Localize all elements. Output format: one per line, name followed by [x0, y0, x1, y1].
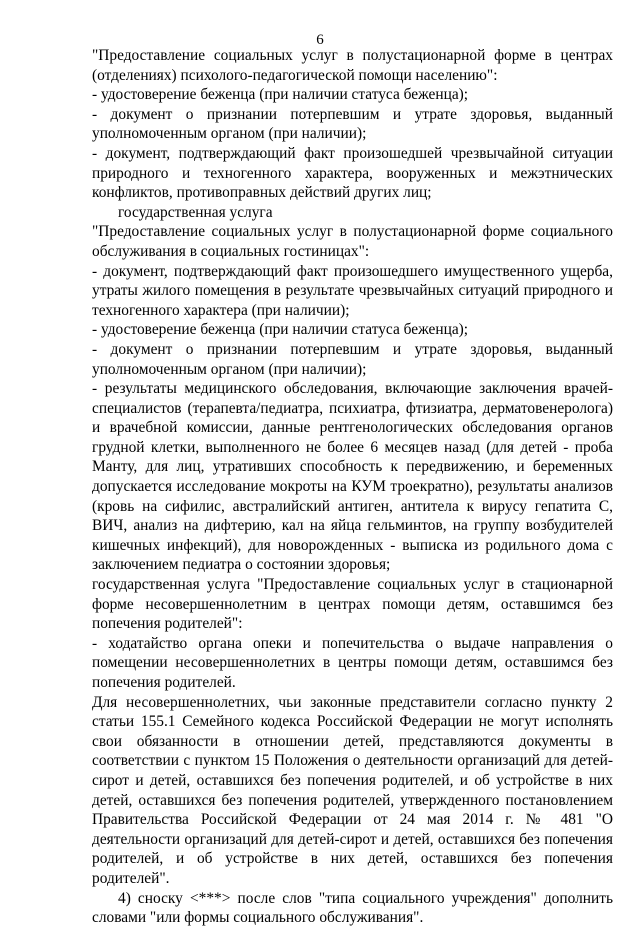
paragraph: - документ о признании потерпевшим и утрате здоровья, выданный уполномоченным органом (при наличии);	[92, 340, 613, 378]
paragraph: - документ о признании потерпевшим и утрате здоровья, выданный уполномоченным органом (при наличии);	[92, 105, 613, 143]
paragraph: Для несовершеннолетних, чьи законные представители согласно пункту 2 статьи 155.1 Семейного кодекса Российской Федерации не могут исполнять свои обязанности в отношении детей, представляются документы в соответствии с пунктом 15 Положения о деятельности организаций для детей-сирот и детей, оставшихся без попечения родителей, и об устройстве в них детей, оставшихся без попечения родителей, утвержденного постановлением Правительства Российской Федерации от 24 мая 2014 г. № 481 "О деятельности организаций для детей-сирот и детей, оставшихся без попечения родителей, и об устройстве в них детей, оставшихся без попечения родителей".	[92, 693, 613, 887]
paragraph: - удостоверение беженца (при наличии статуса беженца);	[92, 86, 469, 104]
paragraph: "Предоставление социальных услуг в полустационарной форме в центрах (отделениях) психолого-педагогической помощи населению":	[92, 47, 613, 84]
paragraph: 4) сноску <***> после слов "типа социального учреждения" дополнить словами "или формы социального обслуживания".	[92, 889, 613, 927]
paragraph: - документ, подтверждающий факт произошедшего имущественного ущерба, утраты жилого помещения в результате чрезвычайных ситуаций природного и техногенного характера (при наличии);	[92, 262, 613, 319]
document-body	[92, 46, 613, 928]
paragraph: - ходатайство органа опеки и попечительства о выдаче направления о помещении несовершеннолетних в центры помощи детям, оставшимся без попечения родителей.	[92, 634, 613, 691]
page-number: 6	[316, 32, 324, 48]
paragraph: "Предоставление социальных услуг в полустационарной форме социального обслуживания в социальных гостиницах":	[92, 223, 613, 260]
paragraph: государственная услуга	[118, 203, 273, 221]
paragraph: - удостоверение беженца (при наличии статуса беженца);	[92, 321, 469, 339]
paragraph: - документ, подтверждающий факт произошедшей чрезвычайной ситуации природного и техногенного характера, вооруженных и межэтнических конфликтов, противоправных действий других лиц;	[92, 144, 613, 202]
paragraph: государственная услуга "Предоставление социальных услуг в стационарной форме несовершеннолетним в центрах помощи детям, оставшимся без попечения родителей":	[92, 576, 613, 633]
paragraph: - результаты медицинского обследования, включающие заключения врачей-специалистов (терапевта/педиатра, психиатра, фтизиатра, дерматовенеролога) и врачебной комиссии, данные рентгенологических обследования органов грудной клетки, выполненного не более 6 месяцев назад (для детей - проба Манту, для лиц, утративших способность к передвижению, и беременных допускается исследование мокроты на КУМ троекратно), результаты анализов (кровь на сифилис, австралийский антиген, антитела к вирусу гепатита С, ВИЧ, анализ на дифтерию, кал на яйца гельминтов, на группу возбудителей кишечных инфекций), для новорожденных - выписка из родильного дома с заключением педиатра о состоянии здоровья;	[92, 380, 613, 574]
